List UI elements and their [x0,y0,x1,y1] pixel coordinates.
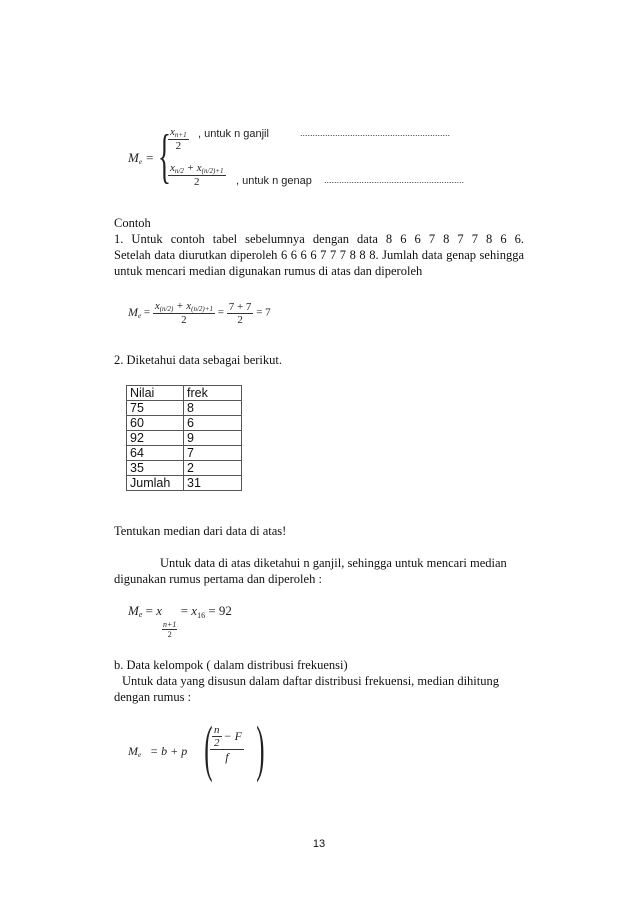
section-b-title: b. Data kelompok ( dalam distribusi frekuensi) [114,658,348,672]
example2-intro: 2. Diketahui data sebagai berikut. [114,353,282,367]
cell-nilai: 75 [127,401,184,416]
cell-frek: 6 [184,416,242,431]
question-text: Tentukan median dari data di atas! [114,524,287,538]
cell-frek: 2 [184,461,242,476]
cell-nilai: Jumlah [127,476,184,491]
section-b-line2: dengan rumus : [114,690,192,704]
grouped-lhs: $M_e$ [128,744,142,759]
brace-symbol: { [158,123,171,189]
table-row [127,431,242,446]
left-paren: ( [204,715,213,783]
table-row [127,401,242,416]
example1-line3: untuk mencari median digunakan rumus di atas dan diperoleh [114,264,423,278]
example1-formula: $M_e$ = $\frac{x_{(n/2)} + x_{(n/2)+1}}{2}$ = $\frac{7 + 7}{2}$ = 7 [128,300,271,326]
cell-frek: 7 [184,446,242,461]
cell-frek: 31 [184,476,242,491]
right-paren: ) [256,715,265,783]
cell-nilai: 64 [127,446,184,461]
cell-nilai: 60 [127,416,184,431]
even-case-label: , untuk n genap [236,175,312,187]
example1-line1: 1. Untuk contoh tabel sebelumnya dengan data 8 6 6 7 8 7 7 8 6 6. [114,232,524,246]
answer-line2: digunakan rumus pertama dan diperoleh : [114,572,322,586]
cell-frek: 8 [184,401,242,416]
grouped-main-fraction: $\frac{n}{2}$ − F f [210,724,244,765]
section-b-line1: Untuk data yang disusun dalam daftar distribusi frekuensi, median dihitung [122,674,500,688]
grouped-eq: = b + p [150,744,188,758]
table-header-row [127,386,242,401]
contoh-heading: Contoh [114,216,151,230]
cell-nilai: 35 [127,461,184,476]
frequency-table [126,385,242,491]
header-frek: frek [184,386,242,401]
cell-nilai: 92 [127,431,184,446]
table-row [127,416,242,431]
header-nilai: Nilai [127,386,184,401]
table-row [127,461,242,476]
even-case-fraction: $\frac{x_{n/2} + x_{(n/2)+1}}{2}$ [170,162,224,188]
table-row-total [127,476,242,491]
odd-case-fraction: $\frac{x_{n+1}}{2}$ [170,126,187,152]
page-number: 13 [312,838,326,850]
odd-case-dots: ............................................................ [300,128,451,138]
formula-lhs: $M_e$ = [128,150,154,166]
table-row [127,446,242,461]
answer-line1: Untuk data di atas diketahui n ganjil, sehingga untuk mencari median [160,556,507,570]
median-definition-formula [128,122,468,197]
example2-formula: $M_e = x$ $\frac{n+1}{2}$ = $x_{16} = 92$ [128,603,232,639]
cell-frek: 9 [184,431,242,446]
odd-case-label: , untuk n ganjil [198,128,269,140]
frequency-table-wrapper [126,385,242,491]
even-case-dots: ........................................................ [324,175,465,185]
example1-line2: Setelah data diurutkan diperoleh 6 6 6 6 7 7 7 8 8 8. Jumlah data genap sehingga [114,248,524,262]
